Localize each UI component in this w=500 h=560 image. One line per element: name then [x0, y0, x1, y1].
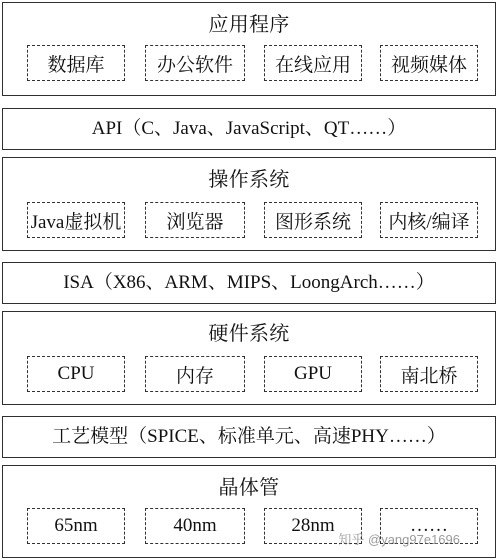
layer-os	[2, 157, 496, 251]
box-java-vm: Java虚拟机	[27, 202, 125, 238]
layer-os-title: 操作系统	[208, 169, 290, 191]
layer-transistor-title: 晶体管	[218, 477, 280, 499]
box-north-south-bridge: 南北桥	[380, 356, 478, 392]
watermark-text: 知乎 @yang97e1696	[338, 532, 460, 547]
box-graphics-system: 图形系统	[264, 202, 362, 238]
layer-hardware	[2, 311, 496, 405]
layer-api	[2, 108, 496, 150]
box-kernel-compiler: 内核/编译	[380, 202, 478, 238]
box-65nm: 65nm	[27, 508, 125, 544]
layer-isa-text: ISA（X86、ARM、MIPS、LoongArch……）	[63, 272, 435, 293]
box-40nm: 40nm	[145, 508, 245, 544]
box-video-media: 视频媒体	[380, 45, 478, 81]
box-ellipsis: ……	[380, 508, 478, 544]
layer-api-text: API（C、Java、JavaScript、QT……）	[91, 118, 407, 139]
box-28nm: 28nm	[264, 508, 362, 544]
layer-isa	[2, 262, 496, 304]
box-office-software: 办公软件	[145, 45, 245, 81]
layer-application-title: 应用程序	[208, 14, 290, 36]
box-browser: 浏览器	[145, 202, 245, 238]
layer-process-model-text: 工艺模型（SPICE、标准单元、高速PHY……）	[52, 426, 446, 447]
box-gpu: GPU	[264, 356, 362, 392]
box-online-apps: 在线应用	[264, 45, 362, 81]
box-cpu: CPU	[27, 356, 125, 392]
layer-application	[2, 2, 496, 96]
box-database: 数据库	[27, 45, 125, 81]
layer-process-model	[2, 416, 496, 458]
box-memory: 内存	[145, 356, 245, 392]
layer-hardware-title: 硬件系统	[208, 323, 290, 345]
